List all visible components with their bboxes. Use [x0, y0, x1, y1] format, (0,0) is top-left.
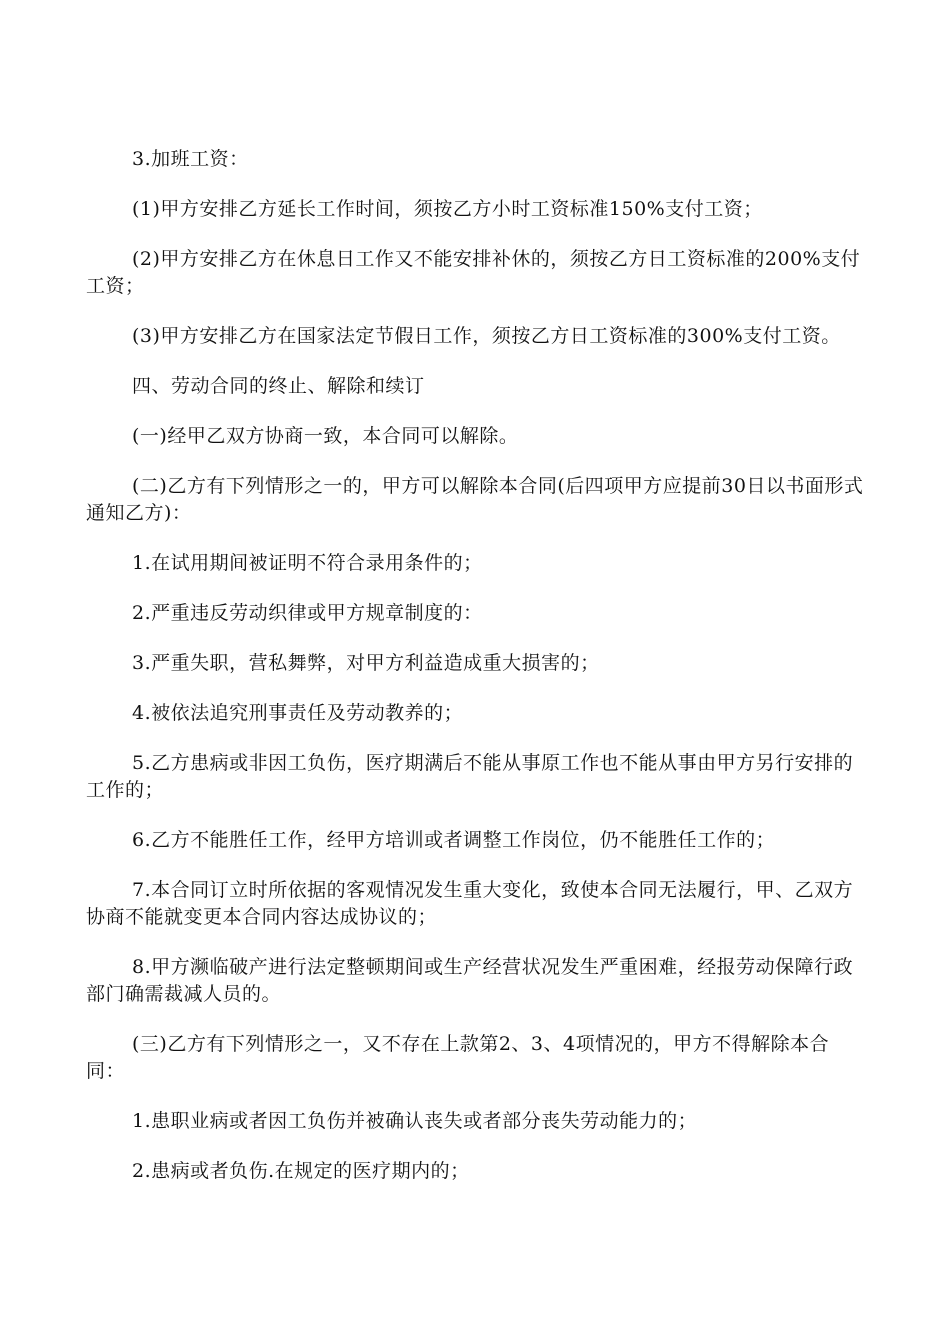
- document-body: [86, 146, 864, 1208]
- list-item-5: 5.乙方患病或非因工负伤，医疗期满后不能从事原工作也不能从事由甲方另行安排的工作的；: [86, 752, 854, 801]
- section-heading-termination: 四、劳动合同的终止、解除和续订: [132, 375, 425, 397]
- list-item-2: 2.严重违反劳动织律或甲方规章制度的：: [132, 602, 483, 624]
- paragraph-overtime-title: 3.加班工资：: [132, 148, 249, 170]
- list-item-3: 3.严重失职，营私舞弊，对甲方利益造成重大损害的；: [132, 652, 600, 674]
- paragraph-overtime-2: (2)甲方安排乙方在休息日工作又不能安排补休的，须按乙方日工资标准的200%支付工资；: [86, 248, 861, 297]
- paragraph-overtime-1: (1)甲方安排乙方延长工作时间，须按乙方小时工资标准150%支付工资；: [132, 198, 763, 220]
- sublist-item-1: 1.患职业病或者因工负伤并被确认丧失或者部分丧失劳动能力的；: [132, 1110, 698, 1132]
- paragraph-overtime-3: (3)甲方安排乙方在国家法定节假日工作，须按乙方日工资标准的300%支付工资。: [132, 325, 841, 347]
- paragraph-clause-2: (二)乙方有下列情形之一的，甲方可以解除本合同(后四项甲方应提前30日以书面形式通知乙方)：: [86, 475, 864, 524]
- list-item-7: 7.本合同订立时所依据的客观情况发生重大变化，致使本合同无法履行，甲、乙双方协商不能就变更本合同内容达成协议的；: [86, 879, 854, 928]
- paragraph-clause-1: (一)经甲乙双方协商一致，本合同可以解除。: [132, 425, 519, 447]
- list-item-6: 6.乙方不能胜任工作，经甲方培训或者调整工作岗位，仍不能胜任工作的；: [132, 829, 776, 851]
- list-item-1: 1.在试用期间被证明不符合录用条件的；: [132, 552, 483, 574]
- list-item-4: 4.被依法追究刑事责任及劳动教养的；: [132, 702, 464, 724]
- paragraph-clause-3: (三)乙方有下列情形之一，又不存在上款第2、3、4项情况的，甲方不得解除本合同：: [86, 1033, 830, 1082]
- sublist-item-2: 2.患病或者负伤.在规定的医疗期内的；: [132, 1160, 470, 1182]
- list-item-8: 8.甲方濒临破产进行法定整顿期间或生产经营状况发生严重困难，经报劳动保障行政部门确需裁减人员的。: [86, 956, 854, 1005]
